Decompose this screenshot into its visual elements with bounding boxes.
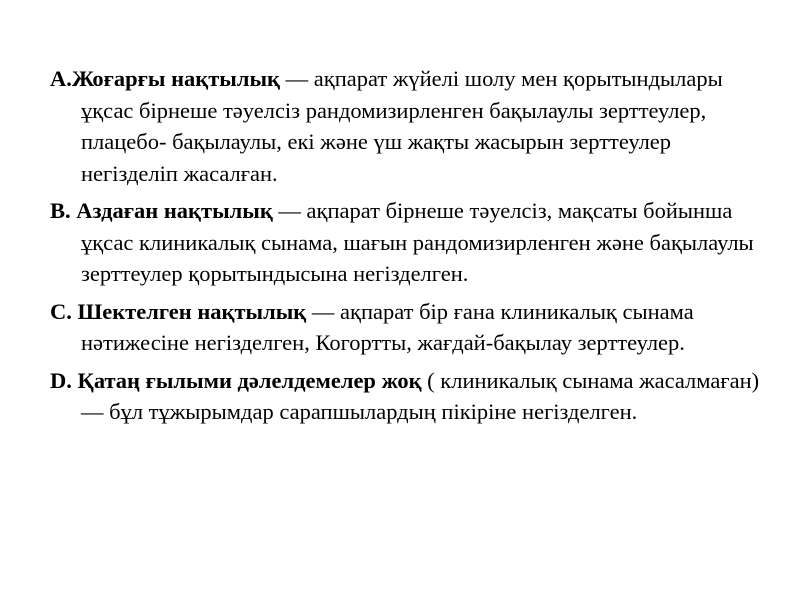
evidence-level-d-description: ( клиникалық сынама жасалмаған)— бұл тұжырымдар сарапшылардың пікіріне негізделген. bbox=[81, 367, 760, 424]
evidence-level-a-term: Жоғарғы нақтылық bbox=[71, 66, 281, 91]
evidence-level-d bbox=[50, 365, 765, 428]
evidence-level-b bbox=[50, 195, 765, 290]
evidence-level-b-letter: B. bbox=[50, 198, 77, 223]
evidence-level-list bbox=[50, 63, 765, 434]
evidence-level-b-description: — ақпарат бірнеше тәуелсіз, мақсаты бойынша ұқсас клиникалық сынама, шағын рандомизирленген және бақылаулы зерттеулер қорытындысына негізделген. bbox=[81, 198, 754, 286]
evidence-level-a-description: — ақпарат жүйелі шолу мен қорытындылары ұқсас бірнеше тәуелсіз рандомизирленген бақылаулы зерттеулер, плацебо- бақылаулы, екі және үш жақты жасырын зерттеулер негізделіп жасалған. bbox=[81, 66, 723, 186]
evidence-level-a bbox=[50, 63, 765, 189]
evidence-level-c-term: Шектелген нақтылық bbox=[77, 298, 307, 324]
evidence-level-a-letter: A. bbox=[50, 66, 72, 91]
evidence-level-c-letter: C. bbox=[50, 298, 78, 324]
evidence-level-b-term: Аздаған нақтылық bbox=[76, 198, 273, 223]
evidence-level-d-letter: D. bbox=[50, 367, 78, 393]
evidence-level-d-term: Қатаң ғылыми дәлелдемелер жоқ bbox=[77, 367, 422, 393]
evidence-level-c-description: — ақпарат бір ғана клиникалық сынама нәтижесіне негізделген, Когортты, жағдай-бақылау зерттеулер. bbox=[81, 298, 694, 355]
evidence-level-c bbox=[50, 296, 765, 359]
